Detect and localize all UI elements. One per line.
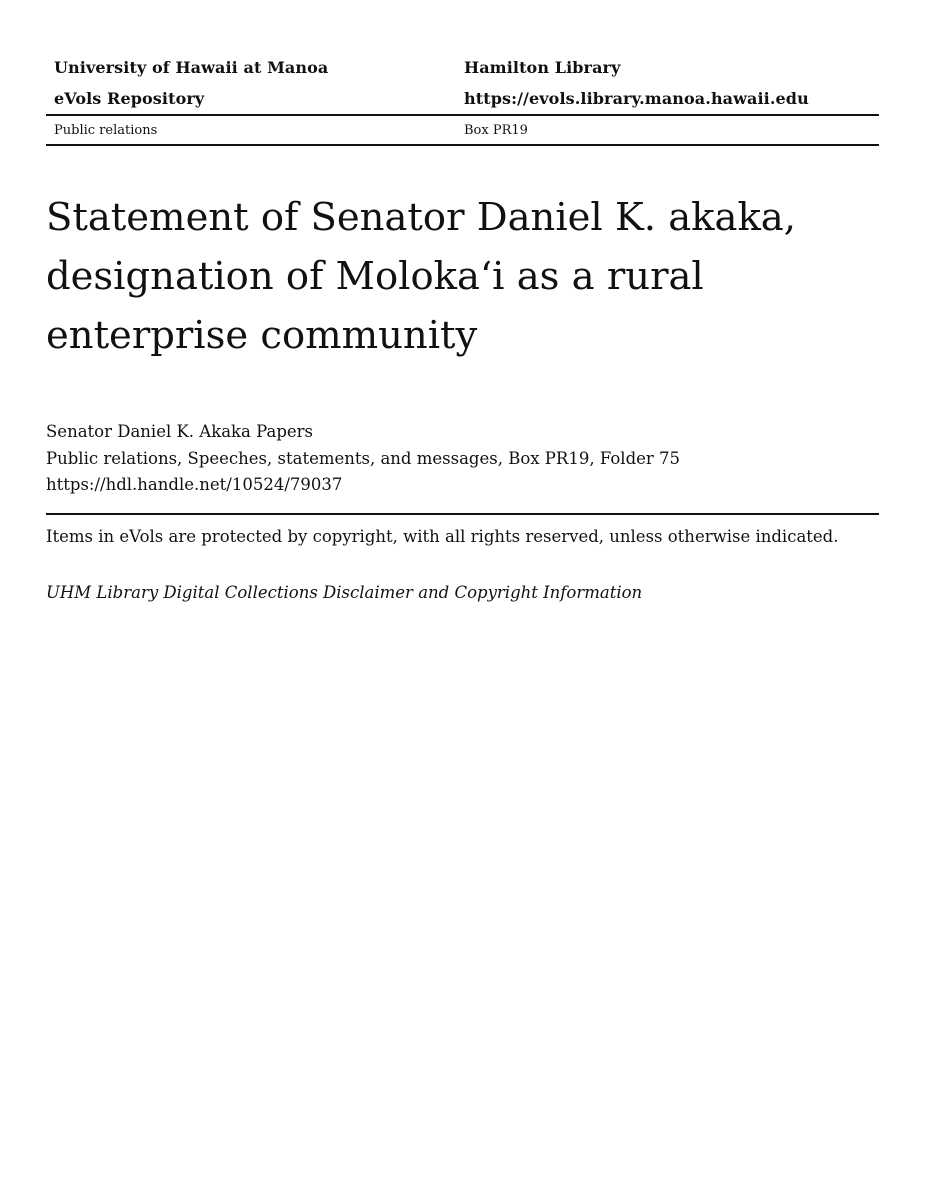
disclaimer-link[interactable]: UHM Library Digital Collections Disclaimer and Copyright Information (46, 583, 643, 602)
header-row-1 (46, 52, 879, 83)
metadata-divider (46, 513, 879, 515)
title-line: enterprise community (46, 313, 478, 358)
collection-name: Senator Daniel K. Akaka Papers (46, 422, 314, 441)
series-label: Public relations (54, 122, 158, 138)
title-line: Statement of Senator Daniel K. akaka, (46, 195, 796, 240)
title-line: designation of Moloka‘i as a rural (46, 254, 704, 299)
library-name: Hamilton Library (464, 58, 621, 77)
repository-name: eVols Repository (54, 89, 205, 108)
handle-link[interactable]: https://hdl.handle.net/10524/79037 (46, 475, 343, 494)
header-bottom-divider (46, 144, 879, 146)
institution-name: University of Hawaii at Manoa (54, 58, 329, 77)
folder-location: Public relations, Speeches, statements, and messages, Box PR19, Folder 75 (46, 448, 681, 468)
document-header (46, 52, 879, 146)
header-row-2 (46, 83, 879, 114)
header-row-3 (46, 116, 879, 144)
rights-statement: Items in eVols are protected by copyright, with all rights reserved, unless otherwise indicated. (46, 527, 839, 546)
repository-url-link[interactable]: https://evols.library.manoa.hawaii.edu (464, 89, 809, 108)
box-label: Box PR19 (464, 122, 528, 138)
document-title (46, 188, 846, 365)
document-metadata (46, 419, 680, 499)
